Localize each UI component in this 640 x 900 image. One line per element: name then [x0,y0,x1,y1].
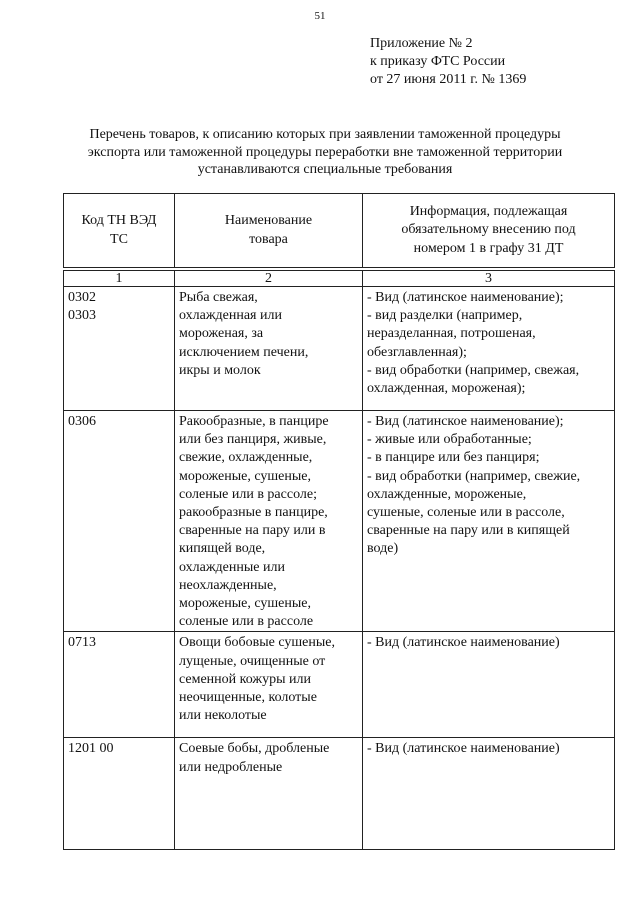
table-row [64,738,615,850]
header-info: Информация, подлежащая обязательному внесению под номером 1 в графу 31 ДТ [363,194,615,268]
info-cell: - Вид (латинское наименование); - вид разделки (например, неразделанная, потрошеная, обезглавленная); - вид обработки (например, свежая, охлажденная, мороженая); [363,287,615,411]
name-cell: Ракообразные, в панцире или без панциря, живые, свежие, охлажденные, мороженые, сушеные, соленые или в рассоле; ракообразные в панцире, сваренные на пару или в кипящей воде, охлажденные или неохлажденные, мороженые, сушеные, соленые или в рассоле [175,411,363,632]
code-cell: 0713 [64,632,175,738]
header-row [64,194,615,268]
goods-table [63,270,615,850]
name-cell: Овощи бобовые сушеные, лущеные, очищенные от семенной кожуры или неочищенные, колотые или неколотые [175,632,363,738]
info-cell: - Вид (латинское наименование) [363,632,615,738]
table-row [64,411,615,632]
appendix-reference [370,35,526,89]
table-row [64,287,615,411]
column-number: 1 [64,271,175,287]
code-cell: 0302 0303 [64,287,175,411]
column-number: 3 [363,271,615,287]
title-line: экспорта или таможенной процедуры переработки вне таможенной территории [87,144,563,160]
appendix-line: к приказу ФТС России [370,54,506,69]
header-name: Наименование товара [175,194,363,268]
title-line: Перечень товаров, к описанию которых при заявлении таможенной процедуры [89,127,561,142]
title-line: устанавливаются специальные требования [197,162,453,177]
page-number: 51 [314,10,326,22]
document-title [50,126,600,179]
info-cell: - Вид (латинское наименование) [363,738,615,850]
name-cell: Рыба свежая, охлажденная или мороженая, за исключением печени, икры и молок [175,287,363,411]
name-cell: Соевые бобы, дробленые или недробленые [175,738,363,850]
code-cell: 1201 00 [64,738,175,850]
table-row [64,632,615,738]
header-code: Код ТН ВЭД ТС [64,194,175,268]
appendix-line: от 27 июня 2011 г. № 1369 [370,72,527,87]
column-number: 2 [175,271,363,287]
appendix-line: Приложение № 2 [370,36,473,51]
header-table [63,193,615,268]
column-number-row [64,271,615,287]
code-cell: 0306 [64,411,175,632]
info-cell: - Вид (латинское наименование); - живые или обработанные; - в панцире или без панциря; - вид обработки (например, свежие, охлажденные, мороженые, сушеные, соленые или в рассоле, сваренные на пару или в кипящей воде) [363,411,615,632]
